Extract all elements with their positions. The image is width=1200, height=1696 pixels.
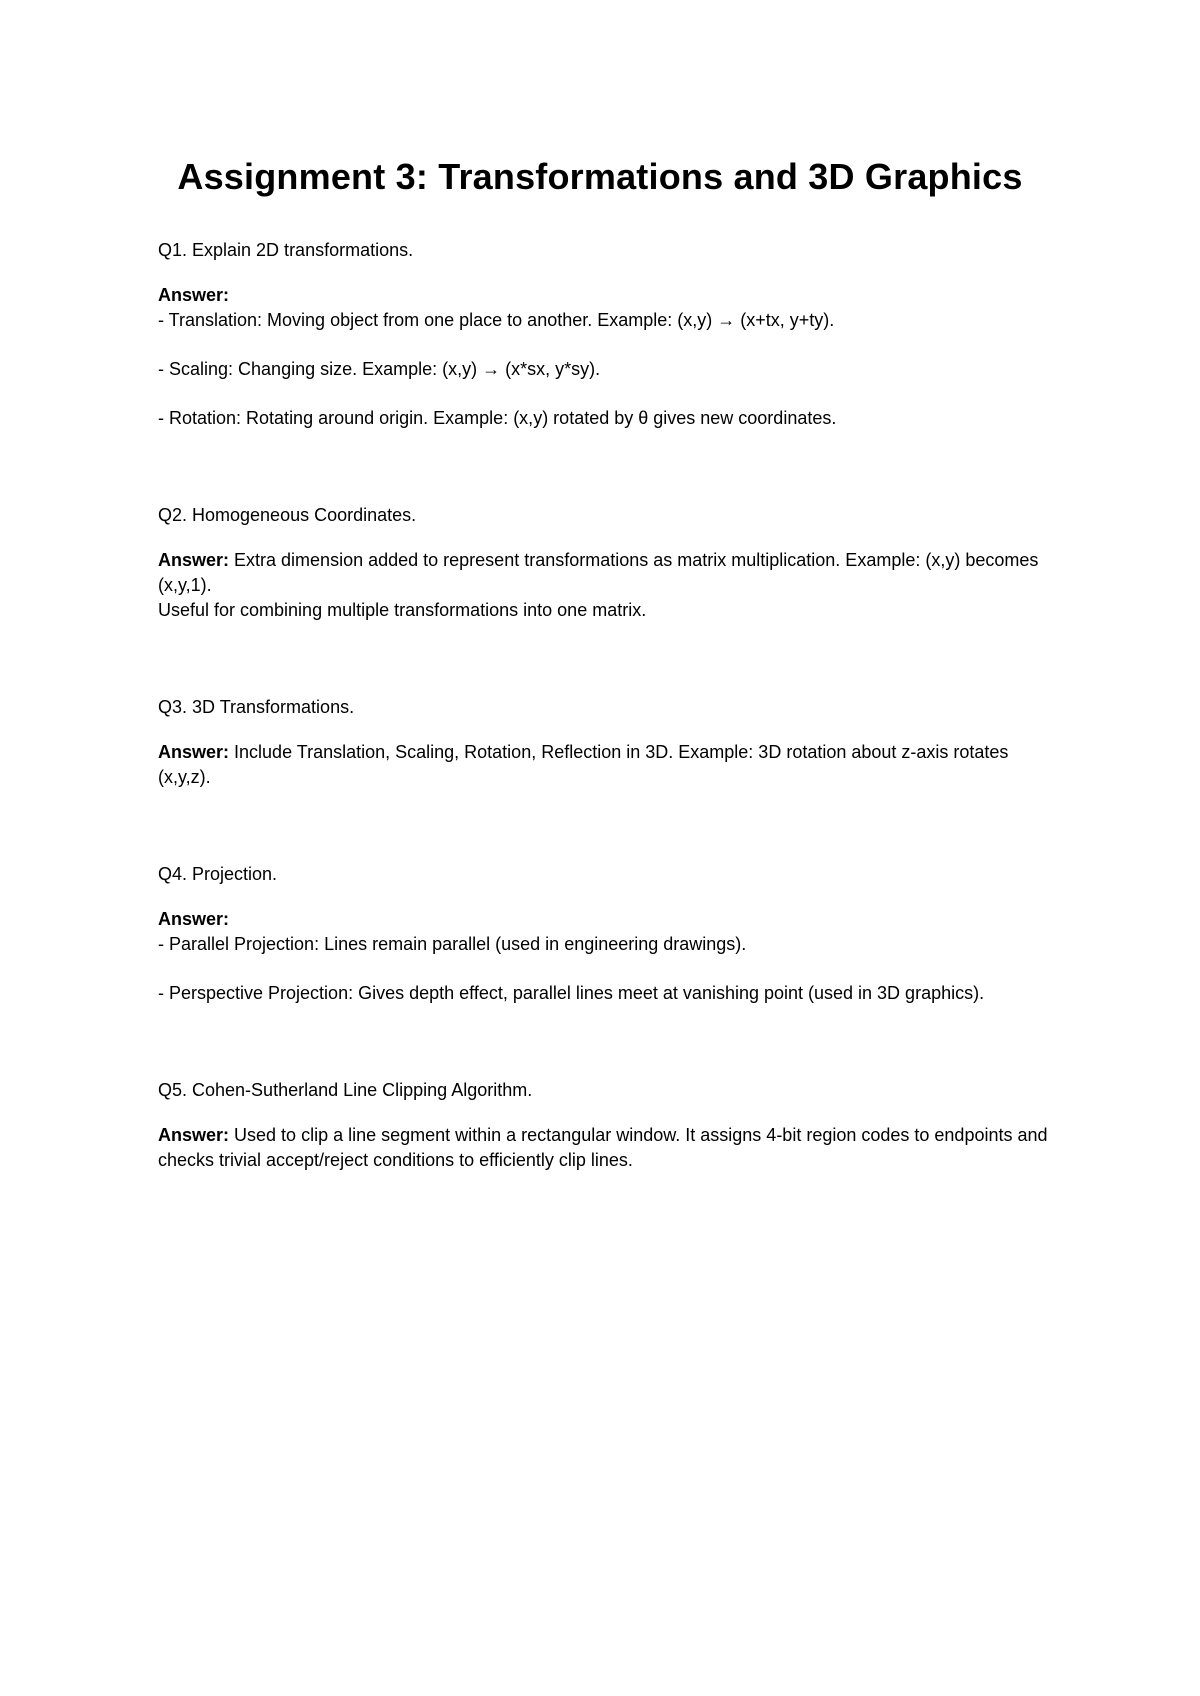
answer-q1 [158, 283, 1058, 431]
answer-label: Answer: [158, 285, 230, 305]
answer-extra: Useful for combining multiple transformations into one matrix. [158, 600, 647, 620]
document-body [158, 238, 1058, 1173]
question-block-q2 [158, 503, 1058, 623]
answer-label: Answer: [158, 742, 230, 762]
question-q4: Q4. Projection. [158, 864, 278, 884]
answer-q2 [158, 548, 1058, 623]
question-block-q1 [158, 238, 1058, 431]
answer-text: Used to clip a line segment within a rectangular window. It assigns 4-bit region codes to endpoints and checks trivial accept/reject conditions to efficiently clip lines. [158, 1125, 1048, 1170]
question-block-q4 [158, 862, 1058, 1006]
answer-label: Answer: [158, 550, 230, 570]
answer-q4 [158, 907, 1058, 1006]
answer-item: - Rotation: Rotating around origin. Example: (x,y) rotated by θ gives new coordinates. [158, 408, 837, 428]
answer-label: Answer: [158, 1125, 230, 1145]
document-title: Assignment 3: Transformations and 3D Graphics [177, 156, 1023, 197]
question-block-q3 [158, 695, 1058, 790]
answer-text: Include Translation, Scaling, Rotation, Reflection in 3D. Example: 3D rotation about z-axis rotates (x,y,z). [158, 742, 1009, 787]
answer-item: - Translation: Moving object from one place to another. Example: (x,y) → (x+tx, y+ty). [158, 310, 835, 330]
question-q5: Q5. Cohen-Sutherland Line Clipping Algorithm. [158, 1080, 533, 1100]
answer-item: - Parallel Projection: Lines remain parallel (used in engineering drawings). [158, 934, 747, 954]
question-block-q5 [158, 1078, 1058, 1173]
question-q2: Q2. Homogeneous Coordinates. [158, 505, 417, 525]
answer-label: Answer: [158, 909, 230, 929]
answer-q5 [158, 1123, 1058, 1173]
answer-text: Extra dimension added to represent transformations as matrix multiplication. Example: (x,y) becomes (x,y,1). [158, 550, 1039, 595]
answer-item: - Perspective Projection: Gives depth effect, parallel lines meet at vanishing point (used in 3D graphics). [158, 983, 985, 1003]
answer-item: - Scaling: Changing size. Example: (x,y) → (x*sx, y*sy). [158, 359, 601, 379]
answer-q3 [158, 740, 1058, 790]
question-q1: Q1. Explain 2D transformations. [158, 240, 414, 260]
question-q3: Q3. 3D Transformations. [158, 697, 355, 717]
